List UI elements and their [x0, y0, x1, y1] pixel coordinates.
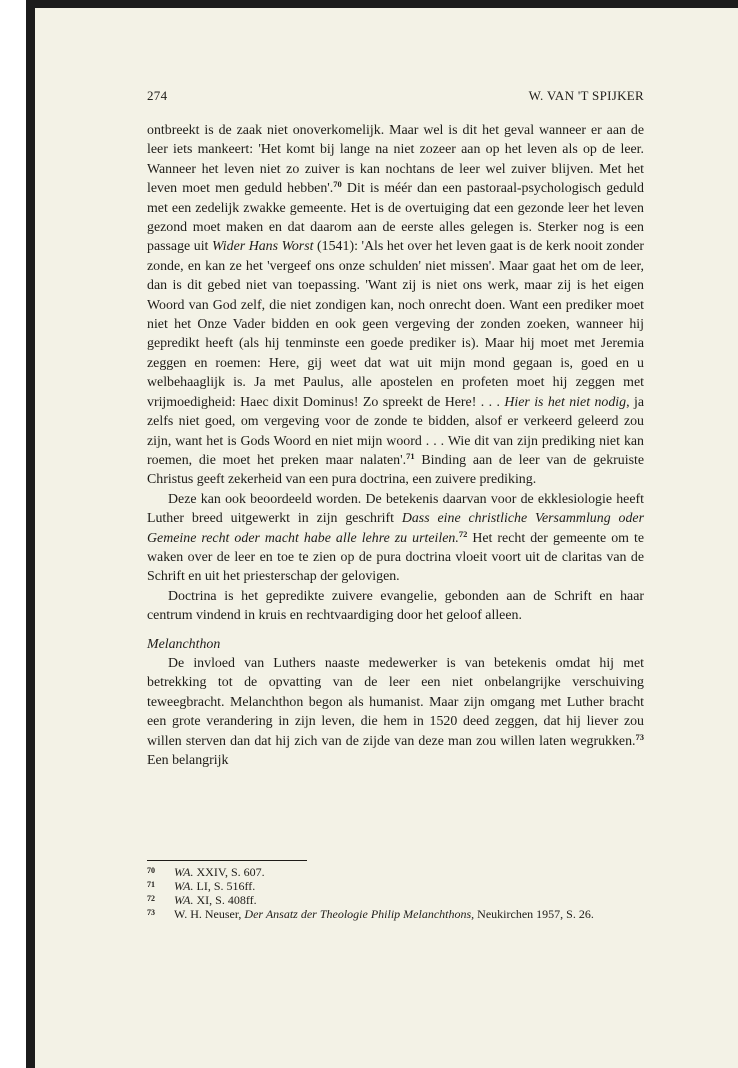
footnote-number: 71: [147, 880, 155, 889]
paragraph-4: [147, 654, 644, 770]
text-run: Dit is méér dan een pastoraal-psychologisch geduld met een zedelijk zwakke gemeente. Het is de overtuiging dat een gezonde leer het leven gezond moet maken en dat daarom aan de eerste alles gelegen is. Sterker nog is een passage uit: [147, 181, 644, 255]
footnote-ref-70[interactable]: 70: [333, 179, 342, 190]
footnote-text: WA. LI, S. 516ff.: [174, 879, 256, 893]
scan-border-top: [26, 0, 738, 8]
footnote-73: [147, 907, 644, 921]
footnote-72: [147, 893, 644, 907]
footnote-number: 70: [147, 866, 155, 875]
footnote-number: 73: [147, 908, 155, 917]
paragraph-1: [147, 121, 644, 490]
footnote-70: [147, 865, 644, 879]
body-text: [147, 121, 644, 770]
title-wider-hans-worst: Wider Hans Worst: [211, 239, 314, 255]
text-run: (1541): 'Als het over het leven gaat is de kerk nooit zonder zonde, en kan ze het 'vergeef ons onze schulden' niet missen'. Maar gaat het om de leer, dan is dit gebed niet van toepassing. 'Want zij is niet ons werk, maar zij is het eigen Woord van God zelf, die niet zondigen kan, noch onrecht doen. Want een prediker moet niet het Onze Vader bidden en ook geen vergeving der zonden zoeken, wanneer hij gepredikt heeft (als hij tenminste een goede prediker is). Maar hij moet met Jeremia zeggen en roemen: Here, gij weet dat wat uit mijn mond gegaan is, goed en u welbehaaglijk is. Ja met Paulus, alle apostelen en profeten moet hij zeggen met vrijmoedigheid: Haec dixit Dominus! Zo spreekt de Here! . . .: [147, 239, 644, 410]
text-run: ontbreekt is de zaak niet onoverkomelijk. Maar wel is dit het geval wanneer er aan de leer iets mankeert: 'Het komt bij lange na niet zozeer aan op het leven als op de leer. Wanneer het leven niet zo zuiver is kan nochtans de leer wel zuiver blijven. Met het leven moet men geduld hebben'.: [147, 123, 644, 197]
footnote-text: W. H. Neuser, Der Ansatz der Theologie Philip Melanchthons, Neukirchen 1957, S. 26.: [174, 907, 594, 921]
text-run: De invloed van Luthers naaste medewerker is van betekenis omdat hij met betrekking tot de opvatting van de leer een niet onbelangrijke verschuiving teweegbracht. Melanchthon begon als humanist. Maar zijn omgang met Luther bracht een grote verandering in zijn leven, die hem in 1520 deed zeggen, dat hij liever zou willen sterven dan dat hij zich van de zijde van deze man zou willen laten wegrukken.: [147, 655, 644, 749]
text-run: Het recht der gemeente om te waken over de leer en toe te zien op de pura doctrina vloeit voort uit de claritas van de Schrift en uit het priesterschap der gelovigen.: [147, 530, 644, 585]
footnote-ref-73[interactable]: 73: [635, 731, 644, 742]
footnote-text: WA. XI, S. 408ff.: [174, 893, 257, 907]
scan-border-left: [26, 0, 35, 1068]
emphasis-text: Hier is het niet nodig: [504, 394, 627, 410]
text-run: , ja zelfs niet goed, om vergeving voor de zonde te bidden, alsof er verkeerd geleerd zou zijn, want het is Gods Woord en niet mijn woord . . . Wie dit van zijn prediking niet kan roemen, die moet het preken maar nalaten'.: [147, 394, 645, 468]
text-run: Deze kan ook beoordeeld worden. De betekenis daarvan voor de ekklesiologie heeft Luther breed uitgewerkt in zijn geschrift: [147, 491, 644, 527]
footnotes: [147, 860, 644, 921]
title-dass-eine-christliche: Dass eine christliche Versammlung oder Gemeine recht oder macht habe alle lehre zu urteilen.: [147, 511, 644, 546]
running-head: W. VAN 'T SPIJKER: [528, 88, 644, 103]
footnote-rule: [147, 860, 307, 861]
footnote-ref-71[interactable]: 71: [406, 450, 415, 461]
paragraph-3: Doctrina is het gepredikte zuivere evangelie, gebonden aan de Schrift en haar centrum vindend in kruis en rechtvaardiging door het geloof alleen.: [147, 588, 644, 624]
text-run: Een belangrijk: [147, 753, 229, 768]
paragraph-2: [147, 490, 644, 587]
footnote-ref-72[interactable]: 72: [458, 528, 468, 539]
text-run: Binding aan de leer van de gekruiste Christus geeft zekerheid van een pura doctrina, een zuivere prediking.: [147, 452, 644, 488]
footnote-71: [147, 879, 644, 893]
footnote-number: 72: [147, 894, 155, 903]
section-title: Melanchthon: [147, 636, 221, 652]
page-number: 274: [147, 88, 168, 103]
footnote-text: WA. XXIV, S. 607.: [174, 865, 265, 879]
